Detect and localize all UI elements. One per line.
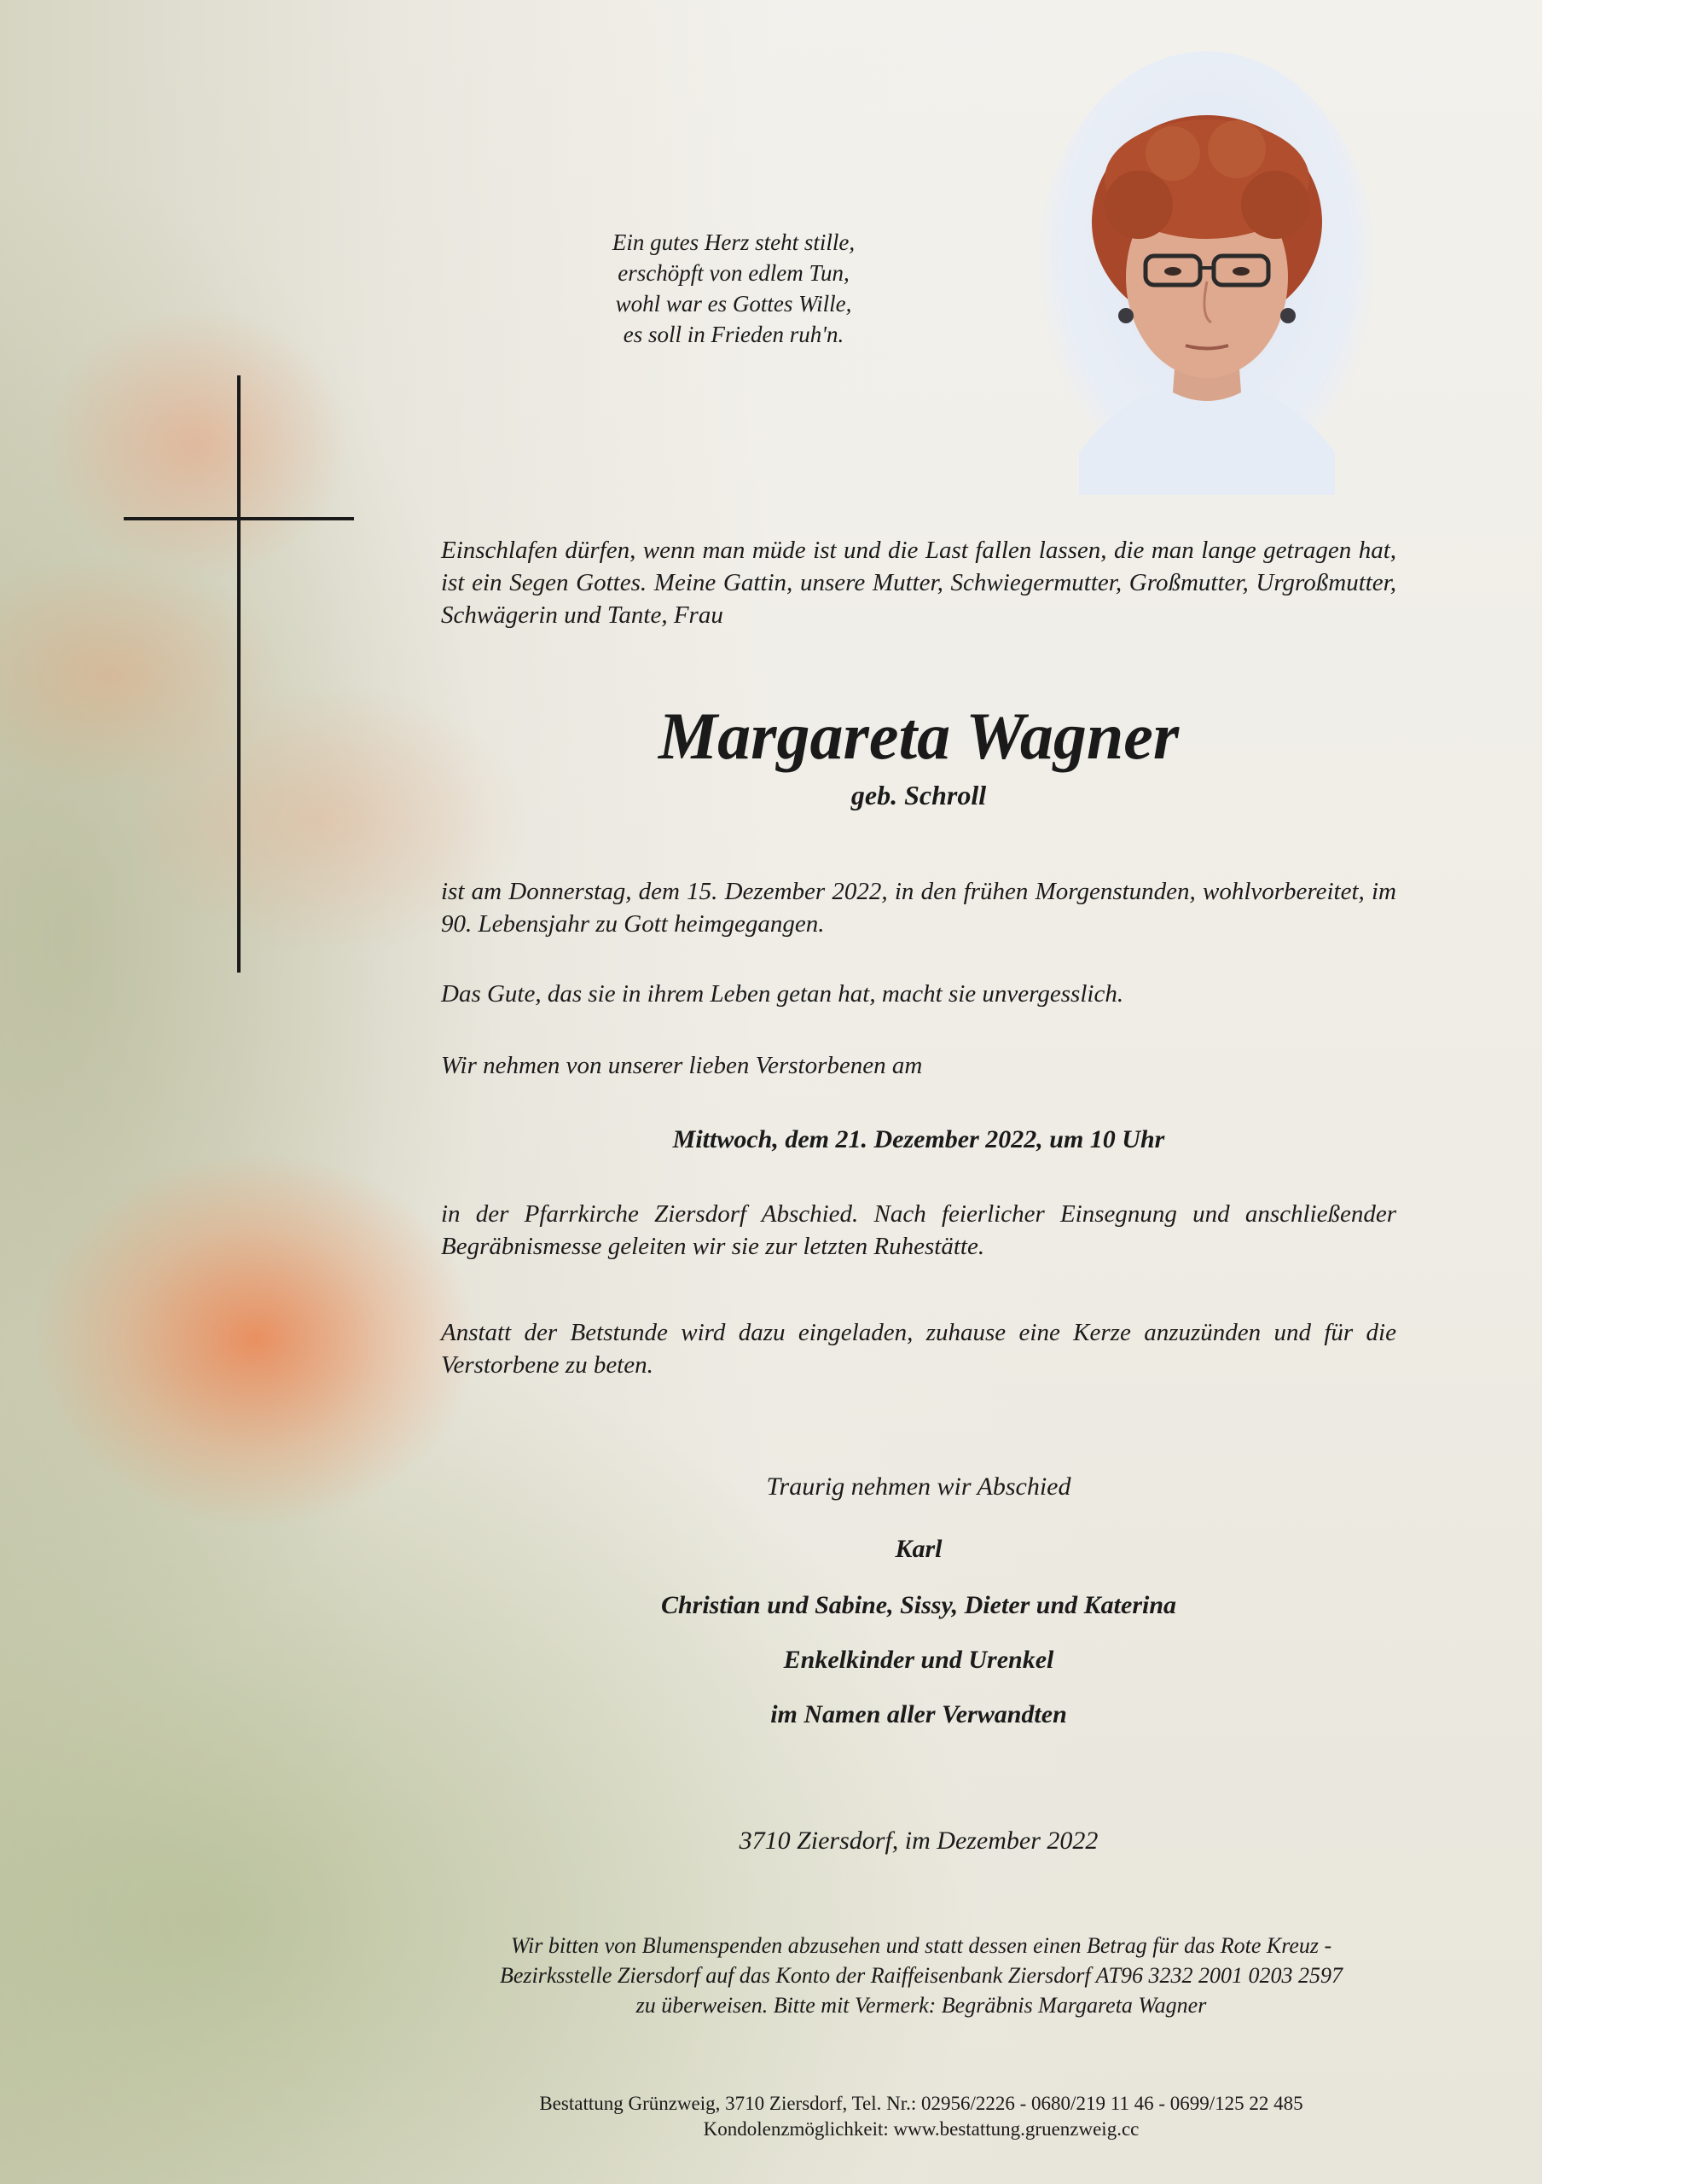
intro-text: Einschlafen dürfen, wenn man müde ist und die Last fallen lassen, die man lange getragen hat, ist ein Segen Gottes. Meine Gattin, unsere Mutter, Schwiegermutter, Großmutter, Urgroßmutter, Schwägerin und Tante, Frau bbox=[441, 537, 1396, 629]
funeral-home-contact: Bestattung Grünzweig, 3710 Ziersdorf, Tel. Nr.: 02956/2226 - 0680/219 11 46 - 0699/125 22 485 bbox=[539, 2093, 1303, 2114]
deceased-name: Margareta Wagner bbox=[658, 699, 1180, 773]
portrait-frame bbox=[1036, 51, 1378, 495]
memory-text: Das Gute, das sie in ihrem Leben getan hat, macht sie unvergesslich. bbox=[441, 980, 1124, 1008]
place-date: 3710 Ziersdorf, im Dezember 2022 bbox=[739, 1827, 1099, 1855]
motto-verse bbox=[512, 227, 955, 350]
donation-line: Bezirksstelle Ziersdorf auf das Konto der Raiffeisenbank Ziersdorf AT96 3232 2001 0203 2597 bbox=[500, 1963, 1343, 1988]
funeral-home-footer bbox=[401, 2091, 1442, 2142]
maiden-name: geb. Schroll bbox=[850, 780, 987, 810]
donation-line: Wir bitten von Blumenspenden abzusehen und statt dessen einen Betrag für das Rote Kreuz - bbox=[510, 1933, 1332, 1958]
ceremony-text: in der Pfarrkirche Ziersdorf Abschied. Nach feierlicher Einsegnung und anschließender Begräbnismesse geleiten wir sie zur letzten Ruhestätte. bbox=[441, 1200, 1396, 1260]
mourners-intro: Traurig nehmen wir Abschied bbox=[766, 1472, 1071, 1501]
portrait-photo bbox=[1036, 51, 1378, 495]
candle-note: Anstatt der Betstunde wird dazu eingeladen, zuhause eine Kerze anzuzünden und für die Verstorbene zu beten. bbox=[441, 1319, 1396, 1379]
motto-line: wohl war es Gottes Wille, bbox=[615, 291, 852, 317]
donation-line: zu überweisen. Bitte mit Vermerk: Begräbnis Margareta Wagner bbox=[635, 1993, 1207, 2018]
donation-note bbox=[401, 1931, 1442, 2020]
passing-text: ist am Donnerstag, dem 15. Dezember 2022, in den frühen Morgenstunden, wohlvorbereitet, im 90. Lebensjahr zu Gott heimgegangen. bbox=[441, 878, 1396, 938]
mourner-line: im Namen aller Verwandten bbox=[770, 1700, 1067, 1728]
motto-line: erschöpft von edlem Tun, bbox=[618, 260, 850, 286]
mourner-line: Enkelkinder und Urenkel bbox=[783, 1646, 1054, 1674]
cross-icon bbox=[124, 375, 354, 973]
motto-line: es soll in Frieden ruh'n. bbox=[623, 322, 844, 347]
funeral-date: Mittwoch, dem 21. Dezember 2022, um 10 Uhr bbox=[672, 1125, 1165, 1153]
motto-line: Ein gutes Herz steht stille, bbox=[612, 229, 856, 255]
mourner-line: Karl bbox=[895, 1535, 943, 1563]
mourner-line: Christian und Sabine, Sissy, Dieter und Katerina bbox=[660, 1591, 1177, 1619]
farewell-intro: Wir nehmen von unserer lieben Verstorbenen am bbox=[441, 1052, 923, 1079]
condolence-link: Kondolenzmöglichkeit: www.bestattung.gruenzweig.cc bbox=[703, 2118, 1140, 2140]
